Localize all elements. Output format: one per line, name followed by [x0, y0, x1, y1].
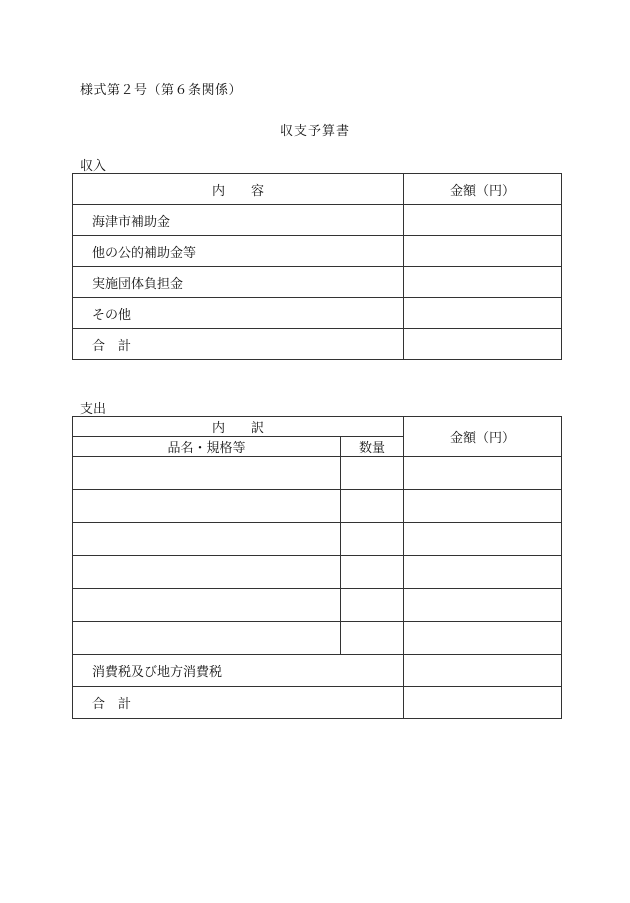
expense-header-row [73, 417, 562, 437]
income-item-cell: 実施団体負担金 [73, 267, 404, 298]
expense-amount-cell[interactable] [404, 589, 562, 622]
table-row [73, 622, 562, 655]
income-header-row [73, 174, 562, 205]
income-item-cell: 他の公的補助金等 [73, 236, 404, 267]
expense-tax-row [73, 655, 562, 687]
expense-item-cell[interactable] [73, 589, 341, 622]
table-row [73, 490, 562, 523]
expense-header-breakdown: 内 訳 [73, 417, 404, 437]
income-amount-cell[interactable] [404, 205, 562, 236]
expense-quantity-cell[interactable] [341, 589, 404, 622]
table-row [73, 457, 562, 490]
expense-item-cell[interactable] [73, 622, 341, 655]
income-amount-cell[interactable] [404, 298, 562, 329]
expense-amount-cell[interactable] [404, 457, 562, 490]
expense-header-item-name: 品名・規格等 [73, 437, 341, 457]
expense-section-label: 支出 [80, 402, 107, 417]
income-total-label: 合 計 [73, 329, 404, 360]
income-item-cell: その他 [73, 298, 404, 329]
expense-header-quantity: 数量 [341, 437, 404, 457]
expense-quantity-cell[interactable] [341, 490, 404, 523]
table-row [73, 589, 562, 622]
expense-table [72, 416, 562, 719]
expense-amount-cell[interactable] [404, 556, 562, 589]
table-row [73, 205, 562, 236]
income-section-label: 収入 [80, 159, 107, 174]
expense-amount-cell[interactable] [404, 490, 562, 523]
expense-item-cell[interactable] [73, 457, 341, 490]
expense-amount-cell[interactable] [404, 523, 562, 556]
expense-amount-cell[interactable] [404, 622, 562, 655]
document-title: 収支予算書 [279, 124, 350, 139]
income-header-amount: 金額（円） [404, 174, 562, 205]
table-row [73, 556, 562, 589]
expense-quantity-cell[interactable] [341, 556, 404, 589]
expense-item-cell[interactable] [73, 523, 341, 556]
expense-quantity-cell[interactable] [341, 457, 404, 490]
income-amount-cell[interactable] [404, 267, 562, 298]
income-table [72, 173, 562, 360]
table-row [73, 523, 562, 556]
expense-tax-label: 消費税及び地方消費税 [73, 655, 404, 687]
table-row [73, 236, 562, 267]
table-row [73, 267, 562, 298]
expense-total-row [73, 687, 562, 719]
expense-header-amount: 金額（円） [404, 417, 562, 457]
table-row [73, 298, 562, 329]
expense-quantity-cell[interactable] [341, 523, 404, 556]
expense-item-cell[interactable] [73, 556, 341, 589]
income-amount-cell[interactable] [404, 236, 562, 267]
form-number: 様式第２号（第６条関係） [80, 83, 243, 98]
expense-total-amount[interactable] [404, 687, 562, 719]
expense-quantity-cell[interactable] [341, 622, 404, 655]
income-item-cell: 海津市補助金 [73, 205, 404, 236]
expense-item-cell[interactable] [73, 490, 341, 523]
income-total-row [73, 329, 562, 360]
income-header-content: 内 容 [73, 174, 404, 205]
expense-tax-amount[interactable] [404, 655, 562, 687]
income-total-amount[interactable] [404, 329, 562, 360]
expense-total-label: 合 計 [73, 687, 404, 719]
